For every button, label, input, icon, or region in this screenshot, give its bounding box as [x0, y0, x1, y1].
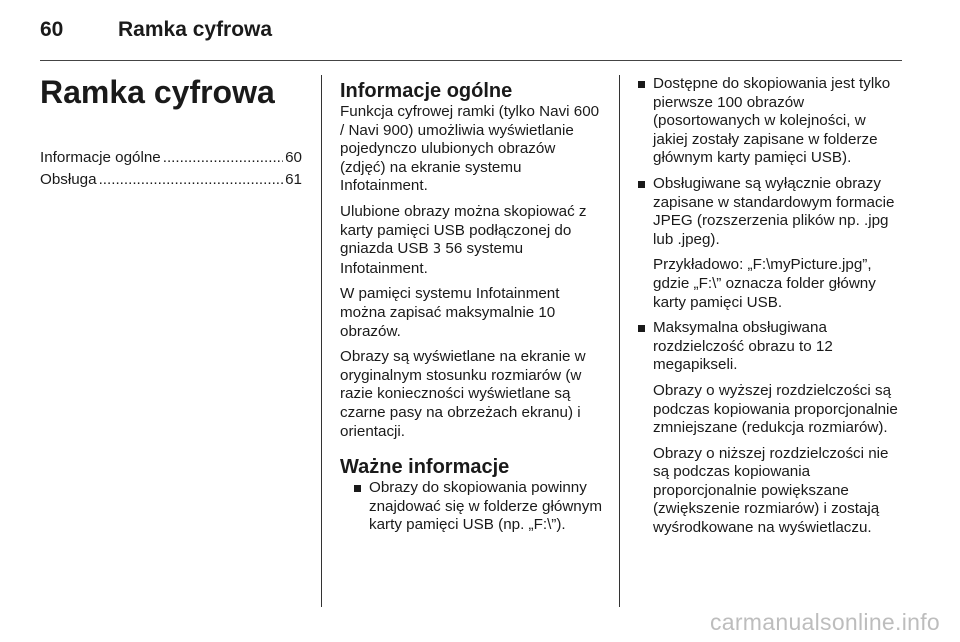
square-bullet-icon — [354, 485, 361, 492]
xref-tail: systemu Infotainment. — [340, 240, 524, 277]
column-contents — [40, 75, 302, 191]
running-title: Ramka cyfrowa — [118, 18, 273, 41]
bullet-text: Dostępne do skopiowania jest tylko pierwsze 100 obrazów (posortowanych w kolejności, w jakiej zostały zapisane w folderze głównym karty pamięci USB). — [653, 75, 891, 167]
section-title-important: Ważne informacje — [340, 456, 510, 479]
paragraph: Funkcja cyfrowej ramki (tylko Navi 600 / Navi 900) umożliwia wyświetlanie pojedynczo ulubionych obrazów (zdjęć) na ekranie systemu Infotainment. — [340, 103, 600, 195]
page-number: 60 — [40, 18, 64, 41]
xref-arrow-icon: 3 — [432, 242, 442, 258]
toc-label: Obsługa — [40, 171, 97, 189]
toc-page: 60 — [285, 149, 302, 167]
bullet-text: Przykładowo: „F:\myPicture.jpg”, gdzie „F:\” oznacza folder główny karty pamięci USB. — [653, 256, 876, 311]
column-divider-left — [321, 75, 322, 607]
bullet-text: Obrazy o wyższej rozdzielczości są podczas kopiowania proporcjonalnie zmniejszane (redukcja rozmiarów). — [653, 381, 898, 437]
paragraph: Obrazy są wyświetlane na ekranie w oryginalnym stosunku rozmiarów (w razie konieczności wyświetlane są czarne pasy na obrzeżach ekranu) i orientacji. — [340, 348, 586, 440]
column-notes — [638, 75, 904, 545]
square-bullet-icon — [638, 325, 645, 332]
paragraph-text: Ulubione obrazy można skopiować z karty pamięci USB podłączonej do gniazda USB — [340, 202, 587, 258]
bullet-text: Obrazy o niższej rozdzielczości nie są podczas kopiowania proporcjonalnie powiększane (zwiększenie rozmiarów) i zostają wyśrodkowane na wyświetlaczu. — [653, 444, 889, 537]
bullet-item — [638, 175, 904, 312]
toc-entry-informacje[interactable] — [40, 147, 302, 169]
chapter-title: Ramka cyfrowa — [40, 74, 275, 110]
square-bullet-icon — [638, 81, 645, 88]
paragraph: W pamięci systemu Infotainment można zapisać maksymalnie 10 obrazów. — [340, 285, 560, 340]
xref-page-link[interactable]: 56 — [445, 240, 463, 258]
square-bullet-icon — [638, 181, 645, 188]
bullet-item — [354, 479, 602, 535]
bullet-item — [638, 319, 904, 538]
toc-entry-obsluga[interactable] — [40, 169, 302, 191]
bullet-text: Obsługiwane są wyłącznie obrazy zapisane w standardowym formacie JPEG (rozszerzenia plików np. .jpg lub .jpeg). — [653, 174, 895, 248]
bullet-item — [638, 75, 904, 168]
section-title-general: Informacje ogólne — [340, 80, 513, 102]
bullet-text: Obrazy do skopiowania powinny znajdować się w folderze głównym karty pamięci USB (np. „F:\”). — [369, 479, 602, 534]
watermark: carmanualsonline.info — [709, 609, 940, 635]
toc-label: Informacje ogólne — [40, 149, 161, 167]
toc-leader-dots — [99, 169, 284, 191]
table-of-contents — [40, 147, 302, 191]
column-divider-right — [619, 75, 620, 607]
toc-page: 61 — [285, 171, 302, 189]
bullet-text: Maksymalna obsługiwana rozdzielczość obrazu to 12 megapikseli. — [653, 319, 833, 374]
paragraph-with-xref — [340, 203, 602, 278]
toc-leader-dots — [163, 147, 283, 169]
header-rule — [40, 60, 902, 61]
column-general-info — [340, 75, 602, 542]
